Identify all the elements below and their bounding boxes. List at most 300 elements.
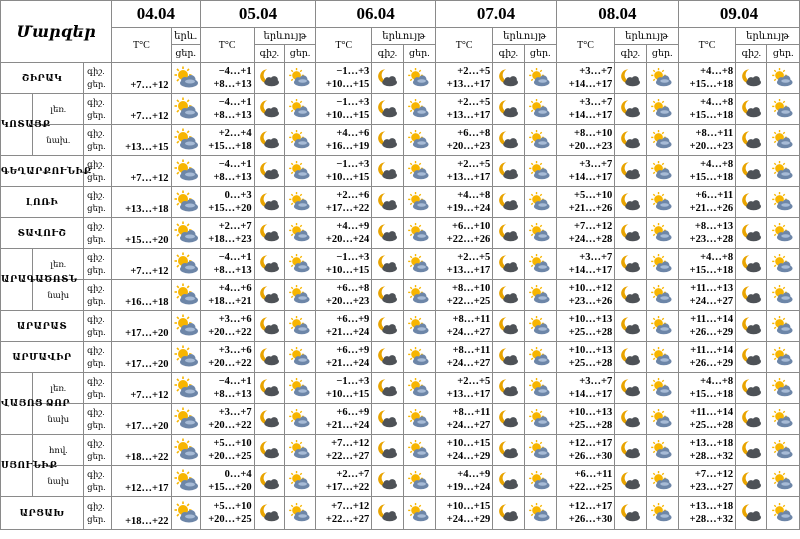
sun-cloud-icon — [649, 160, 675, 182]
sun-cloud-icon — [172, 282, 202, 308]
sun-cloud-icon — [287, 408, 313, 430]
temp-value: +2…+5 +13…+17 — [436, 63, 493, 94]
temp-value: +3…+7 +14…+17 — [556, 373, 614, 404]
moon-cloud-icon — [495, 377, 521, 399]
sun-cloud-icon — [649, 470, 675, 492]
temp-value: +5…+10 +20…+25 — [200, 497, 254, 530]
sun-cloud-icon — [649, 67, 675, 89]
moon-cloud-icon — [374, 160, 400, 182]
sun-cloud-icon — [287, 129, 313, 151]
day-icon-cell — [767, 63, 800, 94]
temp-header: T°C — [678, 28, 735, 63]
sun-cloud-icon — [406, 346, 432, 368]
day-icon-cell — [767, 342, 800, 373]
night-header: գիշ. — [493, 45, 524, 63]
sun-cloud-icon — [649, 439, 675, 461]
moon-cloud-icon — [256, 315, 282, 337]
sun-cloud-icon — [172, 251, 202, 277]
day-icon-cell — [403, 497, 435, 530]
temp-value: +10…+15 +24…+29 — [436, 497, 493, 530]
region-name: ԳԵՂԱՐՔՈՒՆԻՔ — [1, 156, 84, 187]
night-icon-cell — [493, 342, 524, 373]
temp-value: +13…+18 — [112, 187, 171, 218]
sun-cloud-icon — [287, 191, 313, 213]
moon-cloud-icon — [374, 470, 400, 492]
moon-cloud-icon — [256, 408, 282, 430]
table-row — [1, 156, 800, 187]
temp-value: −1…+3 +10…+15 — [316, 156, 372, 187]
subzone-label: նախ — [33, 280, 84, 311]
weather-icon-cell — [171, 187, 200, 218]
temp-value: +7…+12 +24…+28 — [556, 218, 614, 249]
night-icon-cell — [736, 373, 767, 404]
sun-cloud-icon — [406, 160, 432, 182]
table-row — [1, 94, 800, 125]
moon-cloud-icon — [617, 346, 643, 368]
night-icon-cell — [736, 156, 767, 187]
moon-cloud-icon — [374, 439, 400, 461]
sun-cloud-icon — [527, 160, 553, 182]
temp-value: +10…+12 +23…+26 — [556, 280, 614, 311]
moon-cloud-icon — [374, 160, 400, 182]
night-icon-cell — [493, 497, 524, 530]
night-icon-cell — [493, 280, 524, 311]
moon-cloud-icon — [256, 377, 282, 399]
sun-cloud-icon — [406, 408, 432, 430]
moon-cloud-icon — [738, 439, 764, 461]
moon-cloud-icon — [495, 160, 521, 182]
day-icon-cell — [403, 342, 435, 373]
sun-cloud-icon — [172, 437, 202, 463]
moon-cloud-icon — [495, 502, 521, 524]
night-icon-cell — [736, 63, 767, 94]
temp-value: +7…+12 +22…+27 — [316, 435, 372, 466]
moon-cloud-icon — [374, 346, 400, 368]
moon-cloud-icon — [256, 502, 282, 524]
subzone-label: նախ. — [33, 125, 84, 156]
night-icon-cell — [254, 94, 284, 125]
night-icon-cell — [736, 187, 767, 218]
sun-cloud-icon — [406, 377, 432, 399]
moon-cloud-icon — [738, 253, 764, 275]
sun-cloud-icon — [406, 284, 432, 306]
sun-cloud-icon — [287, 502, 313, 524]
sun-cloud-icon — [287, 67, 313, 89]
weather-icon-cell — [171, 435, 200, 466]
sun-cloud-icon — [770, 191, 796, 213]
moon-cloud-icon — [738, 284, 764, 306]
day-icon-cell — [646, 342, 678, 373]
sun-cloud-icon — [527, 253, 553, 275]
sun-cloud-icon — [527, 470, 553, 492]
sun-cloud-icon — [770, 346, 796, 368]
sun-cloud-icon — [527, 67, 553, 89]
temp-value: +3…+6 +20…+22 — [200, 311, 254, 342]
night-icon-cell — [372, 125, 403, 156]
day-icon-cell — [284, 280, 315, 311]
night-icon-cell — [372, 156, 403, 187]
sun-cloud-icon — [770, 67, 796, 89]
night-icon-cell — [615, 249, 646, 280]
sun-cloud-icon — [527, 222, 553, 244]
moon-cloud-icon — [374, 346, 400, 368]
night-header: գիշ. — [254, 45, 284, 63]
sun-cloud-icon — [649, 315, 675, 337]
day-header: ցեր. — [524, 45, 556, 63]
moon-cloud-icon — [374, 502, 400, 524]
sun-cloud-icon — [172, 189, 202, 215]
temp-value: −1…+3 +10…+15 — [316, 373, 372, 404]
day-icon-cell — [646, 218, 678, 249]
night-icon-cell — [254, 497, 284, 530]
moon-cloud-icon — [617, 284, 643, 306]
region-name: ՎԱՅՈՑ ՁՈՐ — [1, 373, 33, 435]
night-icon-cell — [372, 466, 403, 497]
temp-value: +4…+8 +15…+18 — [678, 156, 735, 187]
sun-cloud-icon — [770, 129, 796, 151]
moon-cloud-icon — [617, 253, 643, 275]
table-row — [1, 373, 800, 404]
temp-value: +7…+12 — [112, 63, 171, 94]
night-icon-cell — [254, 218, 284, 249]
sun-cloud-icon — [649, 222, 675, 244]
moon-cloud-icon — [738, 67, 764, 89]
day-icon-cell — [524, 466, 556, 497]
moon-cloud-icon — [617, 284, 643, 306]
weather-icon-cell — [171, 373, 200, 404]
temp-value: +2…+5 +13…+17 — [436, 156, 493, 187]
moon-cloud-icon — [617, 98, 643, 120]
sun-cloud-icon — [287, 253, 313, 275]
temp-value: +2…+7 +17…+22 — [316, 466, 372, 497]
moon-cloud-icon — [617, 377, 643, 399]
sun-cloud-icon — [406, 160, 432, 182]
temp-value: +4…+8 +15…+18 — [678, 63, 735, 94]
sun-cloud-icon — [406, 502, 432, 524]
temp-value: +11…+14 +25…+28 — [678, 404, 735, 435]
moon-cloud-icon — [495, 98, 521, 120]
night-icon-cell — [493, 125, 524, 156]
sun-cloud-icon — [406, 346, 432, 368]
moon-cloud-icon — [495, 129, 521, 151]
moon-cloud-icon — [495, 439, 521, 461]
day-icon-cell — [284, 373, 315, 404]
night-header: գիշ. — [372, 45, 403, 63]
sun-cloud-icon — [770, 98, 796, 120]
sun-cloud-icon — [649, 284, 675, 306]
sun-cloud-icon — [406, 98, 432, 120]
date-header: 06.04 — [316, 1, 436, 28]
sun-cloud-icon — [770, 470, 796, 492]
temp-value: +16…+18 — [112, 280, 171, 311]
night-day-labels: գիշ. ցեր. — [84, 311, 112, 342]
night-icon-cell — [493, 466, 524, 497]
sun-cloud-icon — [406, 222, 432, 244]
moon-cloud-icon — [256, 439, 282, 461]
sun-cloud-icon — [649, 98, 675, 120]
day-icon-cell — [403, 404, 435, 435]
moon-cloud-icon — [495, 346, 521, 368]
sun-cloud-icon — [287, 160, 313, 182]
sun-cloud-icon — [406, 67, 432, 89]
sun-cloud-icon — [406, 284, 432, 306]
table-row — [1, 497, 800, 530]
sun-cloud-icon — [287, 315, 313, 337]
sun-cloud-icon — [172, 406, 202, 432]
sun-cloud-icon — [287, 129, 313, 151]
day-icon-cell — [524, 218, 556, 249]
sun-cloud-icon — [406, 222, 432, 244]
night-icon-cell — [493, 404, 524, 435]
temp-value: +2…+7 +18…+23 — [200, 218, 254, 249]
day-icon-cell — [767, 373, 800, 404]
temp-value: +7…+12 — [112, 249, 171, 280]
date-header: 05.04 — [200, 1, 316, 28]
temp-value: +5…+10 +20…+25 — [200, 435, 254, 466]
sun-cloud-icon — [172, 344, 202, 370]
sun-cloud-icon — [406, 129, 432, 151]
day-icon-cell — [524, 94, 556, 125]
moon-cloud-icon — [256, 129, 282, 151]
moon-cloud-icon — [256, 377, 282, 399]
moon-cloud-icon — [374, 98, 400, 120]
temp-value: +2…+4 +15…+18 — [200, 125, 254, 156]
temp-header: T°C — [112, 28, 171, 63]
night-day-labels: գիշ. ցեր. — [84, 373, 112, 404]
sun-cloud-icon — [527, 346, 553, 368]
date-header: 08.04 — [556, 1, 678, 28]
sun-cloud-icon — [770, 346, 796, 368]
sun-cloud-icon — [770, 439, 796, 461]
sun-cloud-icon — [172, 158, 202, 184]
night-icon-cell — [372, 404, 403, 435]
temp-header: T°C — [436, 28, 493, 63]
phenomenon-header: երևույթ — [254, 28, 316, 45]
sun-cloud-icon — [770, 470, 796, 492]
day-icon-cell — [646, 466, 678, 497]
day-icon-cell — [524, 497, 556, 530]
region-name: ՏԱՎՈՒՇ — [1, 218, 84, 249]
night-icon-cell — [615, 311, 646, 342]
moon-cloud-icon — [374, 377, 400, 399]
night-icon-cell — [254, 63, 284, 94]
table-row — [1, 218, 800, 249]
sun-cloud-icon — [649, 502, 675, 524]
day-icon-cell — [403, 125, 435, 156]
temp-value: +6…+9 +21…+24 — [316, 404, 372, 435]
night-icon-cell — [615, 63, 646, 94]
night-icon-cell — [493, 373, 524, 404]
subzone-label: հով. — [33, 435, 84, 466]
sun-cloud-icon — [770, 315, 796, 337]
sun-cloud-icon — [172, 406, 202, 432]
sun-cloud-icon — [527, 346, 553, 368]
night-icon-cell — [372, 435, 403, 466]
sun-cloud-icon — [406, 129, 432, 151]
moon-cloud-icon — [374, 377, 400, 399]
night-icon-cell — [254, 249, 284, 280]
moon-cloud-icon — [738, 470, 764, 492]
day-icon-cell — [284, 404, 315, 435]
temp-value: +3…+7 +14…+17 — [556, 156, 614, 187]
moon-cloud-icon — [738, 377, 764, 399]
day-icon-cell — [767, 187, 800, 218]
phenomenon-header: երևույթ — [736, 28, 800, 45]
night-icon-cell — [493, 156, 524, 187]
temp-value: 0…+4 +15…+20 — [200, 466, 254, 497]
temp-value: +4…+8 +15…+18 — [678, 249, 735, 280]
night-header: գիշ. — [736, 45, 767, 63]
temp-value: +15…+20 — [112, 218, 171, 249]
sun-cloud-icon — [527, 502, 553, 524]
sun-cloud-icon — [770, 160, 796, 182]
weather-icon-cell — [171, 280, 200, 311]
night-day-labels: գիշ. ցեր. — [84, 435, 112, 466]
day-icon-cell — [284, 156, 315, 187]
night-icon-cell — [736, 280, 767, 311]
day-icon-cell — [524, 249, 556, 280]
sun-cloud-icon — [406, 253, 432, 275]
moon-cloud-icon — [374, 284, 400, 306]
region-name: ԱՐՑԱԽ — [1, 497, 84, 530]
moon-cloud-icon — [738, 502, 764, 524]
temp-value: +12…+17 — [112, 466, 171, 497]
sun-cloud-icon — [527, 160, 553, 182]
moon-cloud-icon — [256, 284, 282, 306]
sun-cloud-icon — [770, 408, 796, 430]
table-row — [1, 249, 800, 280]
sun-cloud-icon — [287, 470, 313, 492]
moon-cloud-icon — [374, 222, 400, 244]
region-name: ԱՐԱՐԱՏ — [1, 311, 84, 342]
weather-icon-cell — [171, 311, 200, 342]
sun-cloud-icon — [770, 129, 796, 151]
day-icon-cell — [646, 435, 678, 466]
night-day-labels: գիշ. ցեր. — [84, 187, 112, 218]
sun-cloud-icon — [172, 437, 202, 463]
sun-cloud-icon — [172, 158, 202, 184]
moon-cloud-icon — [256, 315, 282, 337]
day-icon-cell — [646, 187, 678, 218]
temp-value: +4…+9 +20…+24 — [316, 218, 372, 249]
night-icon-cell — [493, 63, 524, 94]
moon-cloud-icon — [374, 315, 400, 337]
moon-cloud-icon — [738, 253, 764, 275]
moon-cloud-icon — [374, 253, 400, 275]
moon-cloud-icon — [374, 502, 400, 524]
region-name: ԼՈՌԻ — [1, 187, 84, 218]
moon-cloud-icon — [617, 315, 643, 337]
night-icon-cell — [372, 94, 403, 125]
moon-cloud-icon — [256, 253, 282, 275]
night-icon-cell — [493, 94, 524, 125]
temp-value: +5…+10 +21…+26 — [556, 187, 614, 218]
temp-value: +2…+5 +13…+17 — [436, 249, 493, 280]
sun-cloud-icon — [649, 439, 675, 461]
day-icon-cell — [403, 187, 435, 218]
sun-cloud-icon — [527, 377, 553, 399]
sun-cloud-icon — [287, 439, 313, 461]
moon-cloud-icon — [738, 222, 764, 244]
sun-cloud-icon — [770, 315, 796, 337]
moon-cloud-icon — [738, 346, 764, 368]
day-icon-cell — [524, 280, 556, 311]
moon-cloud-icon — [495, 129, 521, 151]
day-icon-cell — [403, 249, 435, 280]
night-icon-cell — [372, 497, 403, 530]
moon-cloud-icon — [374, 98, 400, 120]
night-icon-cell — [493, 187, 524, 218]
table-row — [1, 435, 800, 466]
day-icon-cell — [284, 125, 315, 156]
temp-value: +8…+11 +24…+27 — [436, 404, 493, 435]
sun-cloud-icon — [406, 502, 432, 524]
moon-cloud-icon — [495, 315, 521, 337]
sun-cloud-icon — [406, 191, 432, 213]
sun-cloud-icon — [527, 284, 553, 306]
moon-cloud-icon — [617, 253, 643, 275]
temp-value: +18…+22 — [112, 435, 171, 466]
moon-cloud-icon — [617, 222, 643, 244]
temp-value: +6…+9 +21…+24 — [316, 342, 372, 373]
sun-cloud-icon — [406, 439, 432, 461]
sun-cloud-icon — [406, 315, 432, 337]
moon-cloud-icon — [495, 67, 521, 89]
night-icon-cell — [736, 125, 767, 156]
date-header: 09.04 — [678, 1, 799, 28]
day-icon-cell — [284, 466, 315, 497]
temp-header: T°C — [316, 28, 372, 63]
sun-cloud-icon — [172, 96, 202, 122]
sun-cloud-icon — [527, 502, 553, 524]
moon-cloud-icon — [617, 377, 643, 399]
table-row — [1, 342, 800, 373]
day-icon-cell — [524, 404, 556, 435]
temp-value: +4…+8 +15…+18 — [678, 94, 735, 125]
day-icon-cell — [767, 435, 800, 466]
moon-cloud-icon — [256, 160, 282, 182]
night-icon-cell — [615, 94, 646, 125]
day-icon-cell — [524, 373, 556, 404]
temp-value: +8…+13 +23…+28 — [678, 218, 735, 249]
moon-cloud-icon — [495, 470, 521, 492]
sun-cloud-icon — [172, 65, 202, 91]
weather-icon-cell — [171, 94, 200, 125]
sun-cloud-icon — [649, 408, 675, 430]
day-icon-cell — [767, 311, 800, 342]
temp-value: +11…+14 +26…+29 — [678, 311, 735, 342]
sun-cloud-icon — [770, 222, 796, 244]
temp-value: −4…+1 +8…+13 — [200, 373, 254, 404]
temp-value: +7…+12 +22…+27 — [316, 497, 372, 530]
day-icon-cell — [646, 156, 678, 187]
temp-value: +2…+6 +17…+22 — [316, 187, 372, 218]
table-row — [1, 280, 800, 311]
night-icon-cell — [615, 156, 646, 187]
sun-cloud-icon — [770, 191, 796, 213]
sun-cloud-icon — [527, 315, 553, 337]
night-icon-cell — [254, 466, 284, 497]
moon-cloud-icon — [617, 408, 643, 430]
sun-cloud-icon — [406, 67, 432, 89]
sun-cloud-icon — [406, 315, 432, 337]
moon-cloud-icon — [495, 408, 521, 430]
temp-value: +7…+12 — [112, 373, 171, 404]
sun-cloud-icon — [172, 189, 202, 215]
night-icon-cell — [254, 373, 284, 404]
night-icon-cell — [736, 311, 767, 342]
weather-icon-cell — [171, 125, 200, 156]
